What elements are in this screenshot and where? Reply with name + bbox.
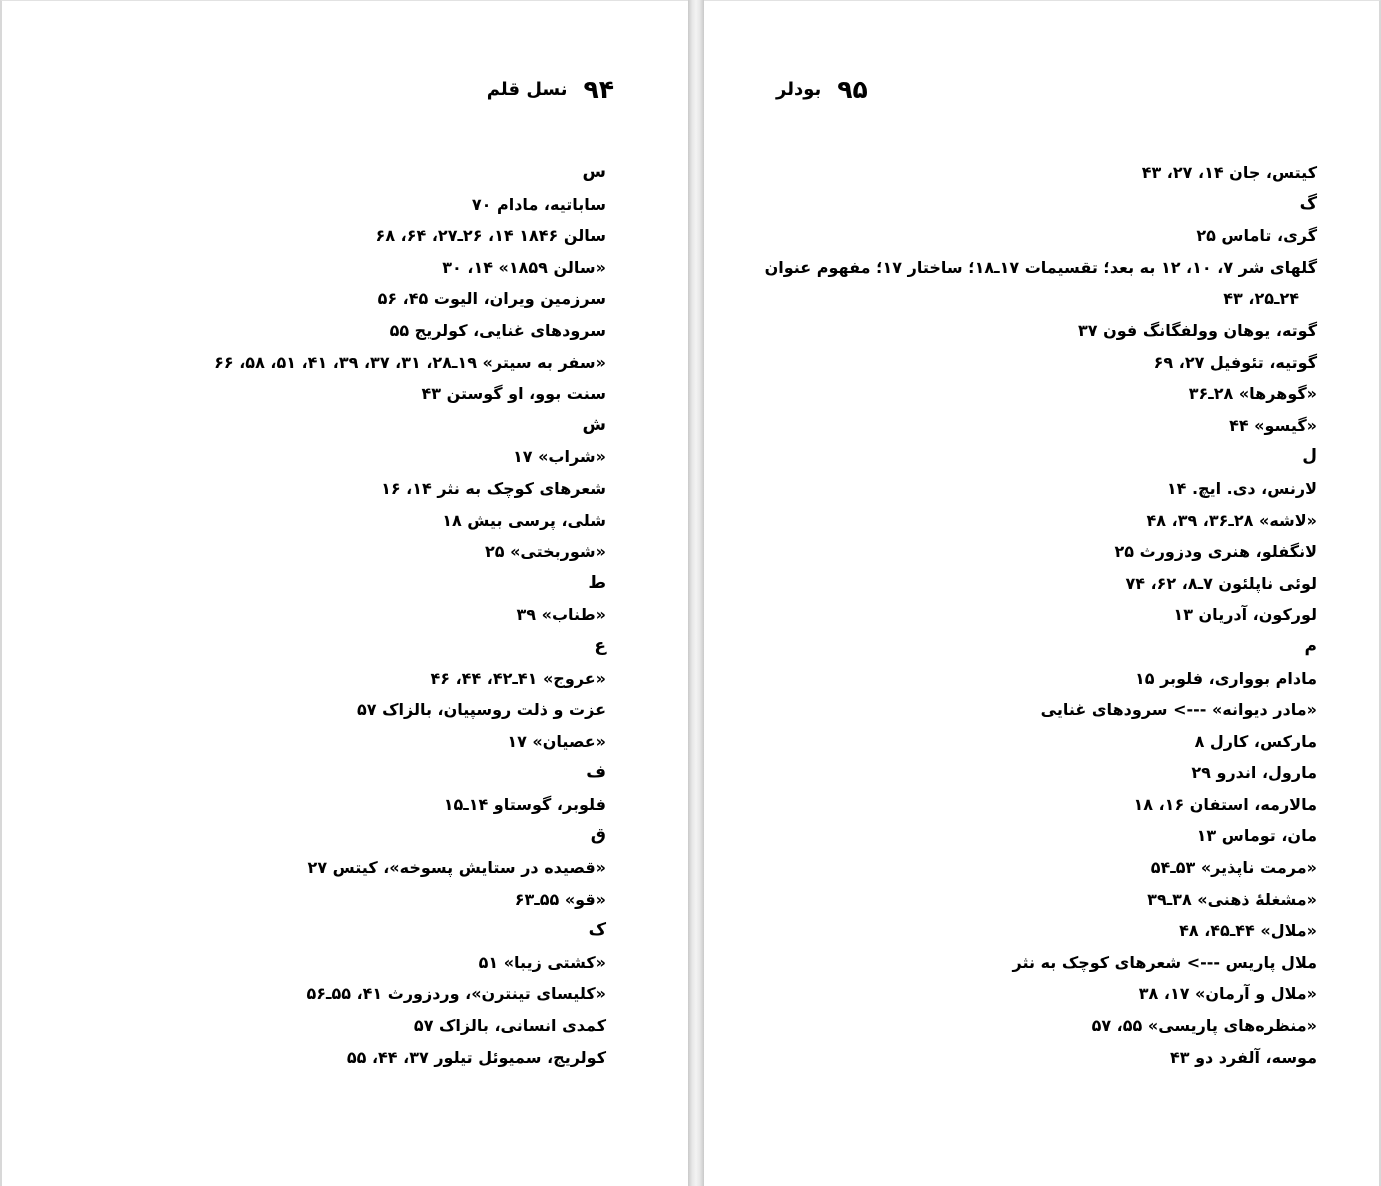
index-entry: مان، توماس ۱۳ [1196,826,1317,846]
index-entry: سرودهای غنایی، کولریج ۵۵ [389,320,606,340]
index-entry: «منظره‌های پاریسی» ۵۵، ۵۷ [1091,1016,1317,1036]
index-entry: «سالن ۱۸۵۹» ۱۴، ۳۰ [442,257,606,277]
index-entry: «عروج» ۴۱ـ۴۲، ۴۴، ۴۶ [430,668,606,688]
index-letter-heading: س [582,162,606,182]
index-entry: «عصیان» ۱۷ [507,731,606,751]
index-list [136,157,606,1073]
index-entry: مارکس، کارل ۸ [1194,731,1317,751]
index-letter-heading: ل [1302,446,1317,467]
index-entry: «سفر به سیتر» ۱۹ـ۲۸، ۳۱، ۳۷، ۳۹، ۴۱، ۵۱، ۵۸، ۶۶ [214,352,606,372]
index-entry: «مرمت ناپذیر» ۵۳ـ۵۴ [1150,858,1317,878]
index-entry: «کشتی زیبا» ۵۱ [478,952,606,972]
index-entry: «گیسو» ۴۴ [1229,415,1317,435]
running-title: بودلر [776,78,822,100]
left-page [0,0,688,1186]
index-letter-heading: م [1304,635,1317,656]
left-page-header [487,71,614,107]
index-entry: کولریج، سمیوئل تیلور ۳۷، ۴۴، ۵۵ [346,1047,606,1067]
page-number: ۹۵ [837,74,868,104]
index-entry: لوئی ناپلئون ۷ـ۸، ۶۲، ۷۴ [1125,573,1317,593]
right-page-header [776,71,868,107]
index-entry: «شوربختی» ۲۵ [484,542,606,562]
index-entry: موسه، آلفرد دو ۴۳ [1169,1047,1317,1067]
index-entry: «کلیسای تینترن»، وردزورث ۴۱، ۵۵ـ۵۶ [306,984,606,1004]
index-entry: فلوبر، گوستاو ۱۴ـ۱۵ [443,794,606,814]
index-entry: سالن ۱۸۴۶ ۱۴، ۲۶ـ۲۷، ۶۴، ۶۸ [375,226,606,246]
index-entry: کیتس، جان ۱۴، ۲۷، ۴۳ [1141,163,1317,182]
index-entry: گری، تاماس ۲۵ [1196,226,1317,246]
index-list [757,157,1317,1073]
index-letter-heading: ع [594,635,606,656]
index-entry: شعرهای کوچک به نثر ۱۴، ۱۶ [381,478,606,498]
index-letter-heading: ف [586,762,606,783]
index-entry: لانگفلو، هنری ودزورث ۲۵ [1114,542,1317,562]
index-letter-heading: ک [588,920,606,941]
index-entry: گلهای شر ۷، ۱۰، ۱۲ به بعد؛ تقسیمات ۱۷ـ۱۸؛ ساختار ۱۷؛ مفهوم عنوان [764,257,1317,277]
index-entry: لارنس، دی. ایچ. ۱۴ [1166,478,1317,498]
index-entry: شلی، پرسی بیش ۱۸ [442,510,606,530]
index-entry: «شراب» ۱۷ [512,447,606,467]
index-entry: عزت و ذلت روسپیان، بالزاک ۵۷ [357,700,606,720]
index-entry: گوتیه، تئوفیل ۲۷، ۶۹ [1153,352,1317,372]
index-letter-heading: ط [588,572,606,593]
index-entry: سرزمین ویران، الیوت ۴۵، ۵۶ [377,289,606,309]
index-entry: لورکون، آدریان ۱۳ [1173,605,1317,625]
index-letter-heading: گ [1299,193,1317,214]
index-entry: ۲۴ـ۲۵، ۴۳ [1223,289,1299,309]
running-title: نسل قلم [486,78,568,100]
index-entry: مارول، اندرو ۲۹ [1191,763,1317,783]
book-gutter [688,0,704,1186]
index-entry: «قو» ۵۵ـ۶۳ [514,889,606,909]
index-entry: «طناب» ۳۹ [516,605,606,625]
index-entry: سنت بوو، او گوستن ۴۳ [421,384,606,404]
index-entry: گوته، یوهان وولفگانگ فون ۳۷ [1077,320,1317,340]
index-entry: ساباتیه، مادام ۷۰ [471,194,606,214]
index-entry: «مادر دیوانه» ---> سرودهای غنایی [1040,700,1317,720]
index-entry: مادام بوواری، فلوبر ۱۵ [1135,668,1317,688]
index-entry: کمدی انسانی، بالزاک ۵۷ [413,1016,606,1036]
right-page [704,0,1381,1186]
page-number: ۹۴ [583,74,614,104]
index-entry: ملال پاریس ---> شعرهای کوچک به نثر [1012,952,1317,972]
index-letter-heading: ش [582,414,606,435]
index-entry: «قصیده در ستایش پسوخه»، کیتس ۲۷ [307,858,606,878]
index-letter-heading: ق [590,825,606,846]
index-entry: «مشغلهٔ ذهنی» ۳۸ـ۳۹ [1147,889,1317,909]
index-entry: مالارمه، استفان ۱۶، ۱۸ [1133,794,1317,814]
index-entry: «ملال» ۴۴ـ۴۵، ۴۸ [1179,921,1317,941]
index-entry: «گوهرها» ۲۸ـ۳۶ [1188,384,1317,404]
index-entry: «لاشه» ۲۸ـ۳۶، ۳۹، ۴۸ [1146,510,1317,530]
index-entry: «ملال و آرمان» ۱۷، ۳۸ [1138,984,1317,1004]
